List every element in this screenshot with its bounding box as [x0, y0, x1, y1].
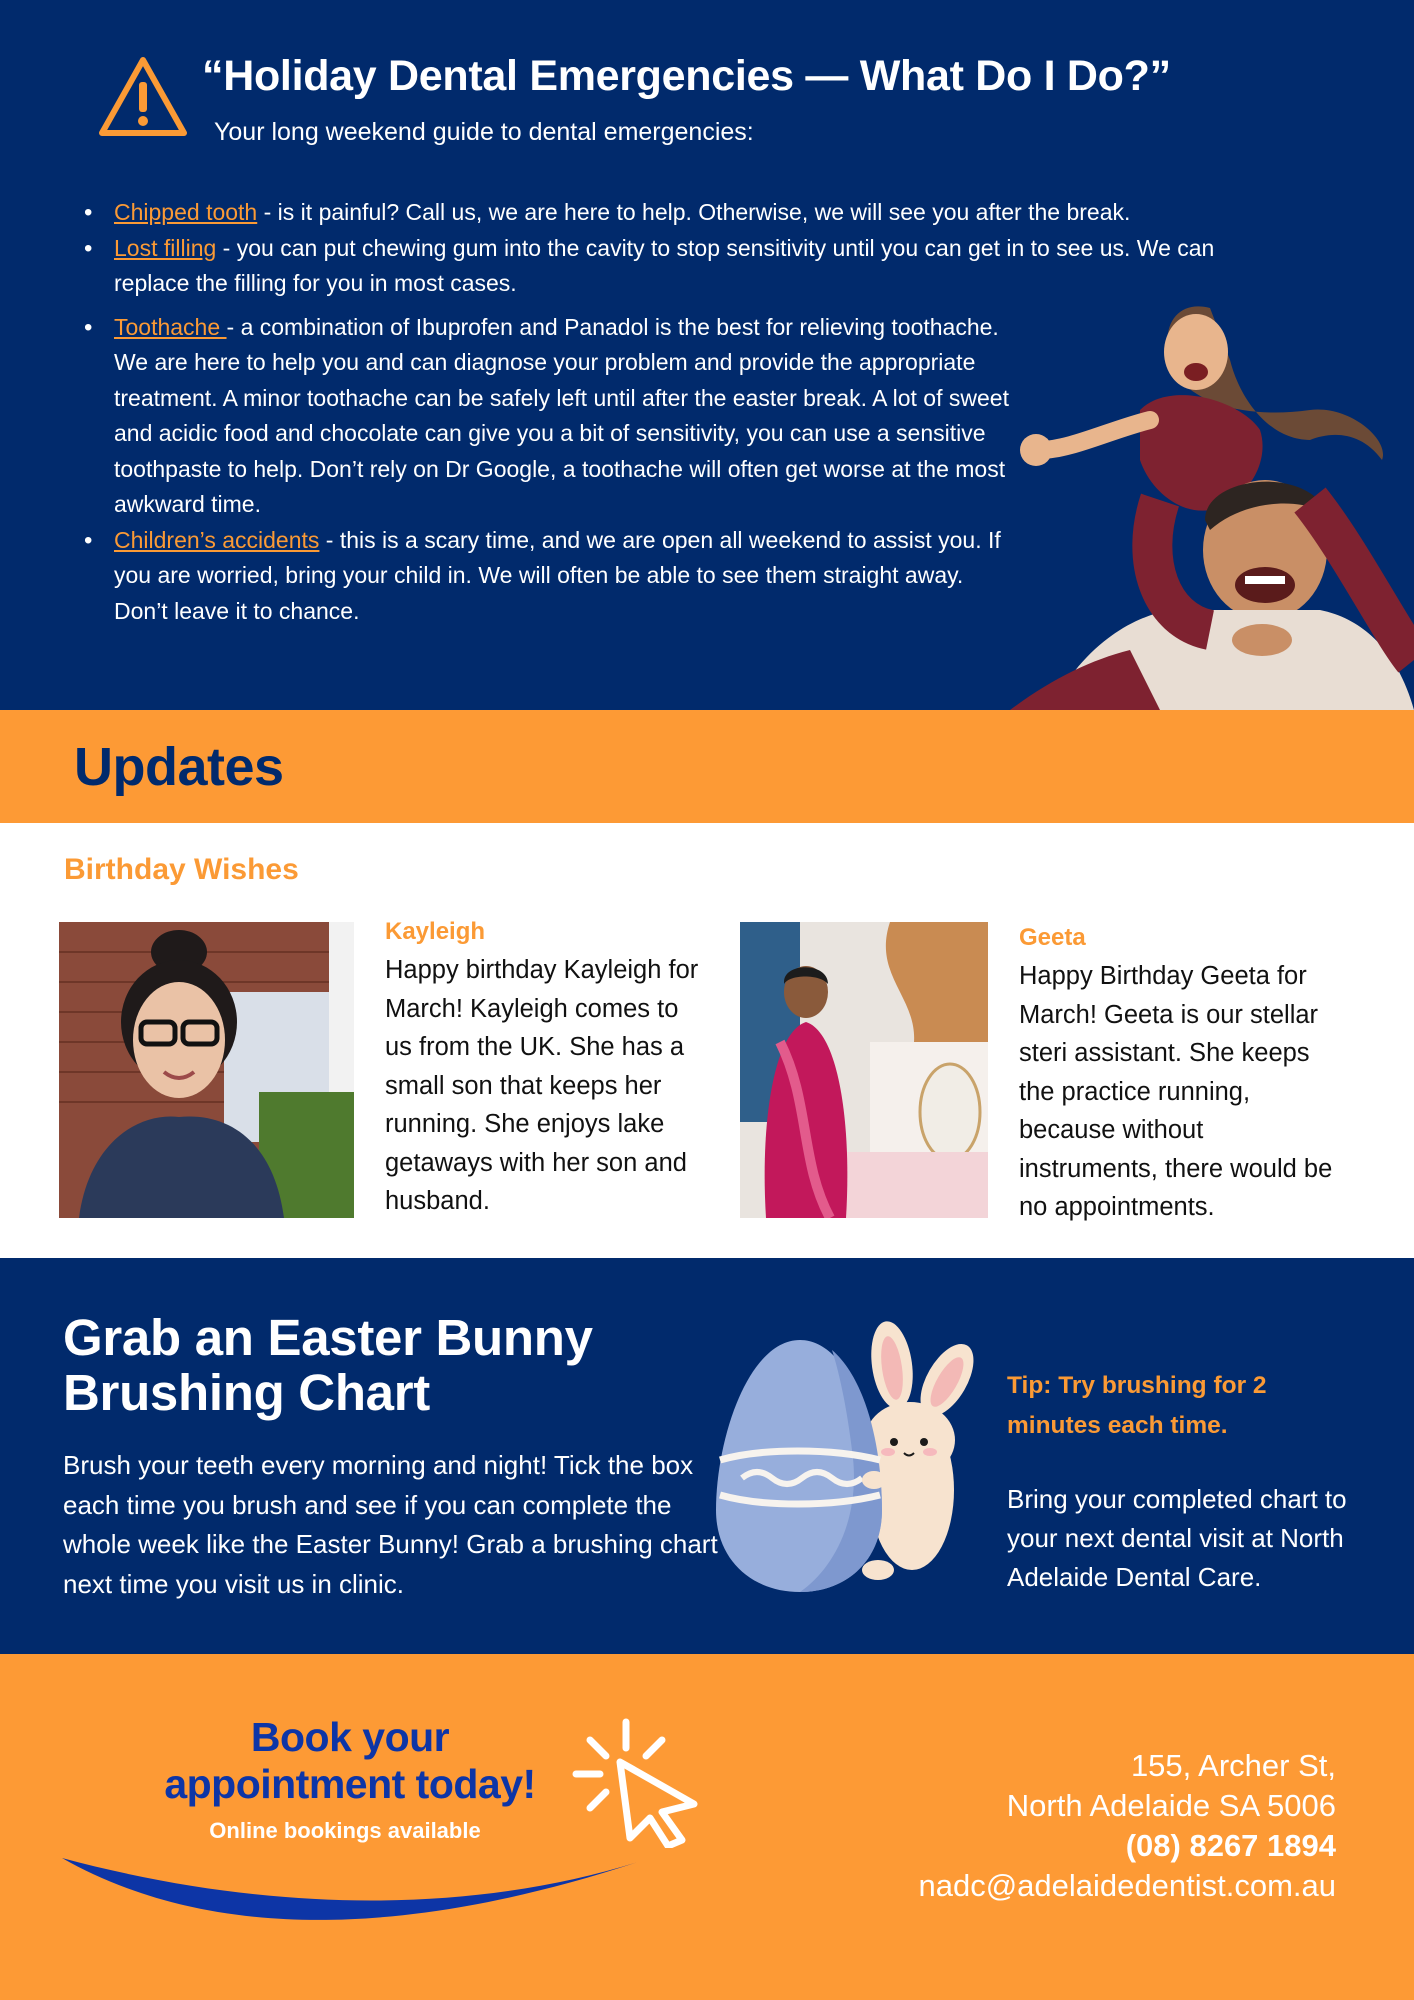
kayleigh-name: Kayleigh: [385, 918, 486, 945]
book-line-1: Book your: [250, 1714, 450, 1760]
book-line-2: appointment today!: [164, 1761, 536, 1807]
updates-heading: Updates: [74, 737, 284, 797]
bring-chart-text: Bring your completed chart to your next dental visit at North Adelaide Dental Care.: [1007, 1484, 1347, 1592]
swoosh-decoration: [58, 1854, 642, 1934]
easter-section: [0, 1258, 1414, 1654]
book-appointment-cta[interactable]: [100, 1714, 600, 1808]
easter-heading: Grab an Easter Bunny Brushing Chart: [63, 1309, 593, 1421]
tip-text: - this is a scary time, and we are open all weekend to assist you. If you are worried, bring your child in. We will often be able to see them straight away. Don’t leave it to chance.: [114, 526, 1001, 624]
kayleigh-message: Happy birthday Kayleigh for March! Kayleigh comes to us from the UK. She has a small son that keeps her running. She enjoys lake getaways with her son and husband.: [385, 956, 699, 1215]
tip-text: - you can put chewing gum into the cavity to stop sensitivity until you can get in to see us. We can replace the filling for you in most cases.: [114, 234, 1215, 296]
cursor-click-icon: [570, 1712, 706, 1848]
email-address[interactable]: nadc@adelaidedentist.com.au: [918, 1868, 1336, 1903]
geeta-photo: [740, 922, 988, 1218]
tip-text: - is it painful? Call us, we are here to help. Otherwise, we will see you after the break.: [257, 199, 1131, 225]
geeta-message: Happy Birthday Geeta for March! Geeta is our stellar steri assistant. She keeps the practice running, because without instruments, there would be no appointments.: [1019, 962, 1333, 1221]
easter-bunny-egg-illustration: [712, 1320, 988, 1592]
childrens-accidents-link[interactable]: Children’s accidents: [114, 526, 320, 553]
address-line-2: North Adelaide SA 5006: [1006, 1788, 1336, 1823]
warning-icon: [98, 56, 188, 138]
tip-text: - a combination of Ibuprofen and Panadol is the best for relieving toothache. We are here to help you and can diagnose your problem and provide the appropriate treatment. A minor toothache can be safely left until after the easter break. A lot of sweet and acidic food and chocolate can give you a bit of sensitivity, you can use a sensitive toothpaste to help. Don’t rely on Dr Google, a toothache will often get worse at the most awkward time.: [114, 313, 1009, 517]
kayleigh-photo: [59, 922, 354, 1218]
geeta-name: Geeta: [1019, 924, 1086, 951]
page-subtitle: Your long weekend guide to dental emergencies:: [214, 118, 754, 146]
lost-filling-link[interactable]: Lost filling: [114, 234, 217, 261]
birthday-heading: Birthday Wishes: [64, 853, 299, 886]
father-daughter-photo: [1010, 300, 1414, 710]
footer: [0, 1654, 1414, 2000]
contact-block: [776, 1746, 1336, 1906]
list-item: [84, 195, 1234, 231]
phone-number[interactable]: (08) 8267 1894: [1125, 1828, 1336, 1863]
online-bookings-label: Online bookings available: [209, 1818, 481, 1843]
address-line-1: 155, Archer St,: [1130, 1748, 1336, 1783]
brushing-tip: Tip: Try brushing for 2 minutes each time.: [1007, 1372, 1267, 1439]
list-item: [84, 310, 1014, 523]
chipped-tooth-link[interactable]: Chipped tooth: [114, 199, 258, 225]
emergency-section: [0, 0, 1414, 710]
toothache-link[interactable]: Toothache: [114, 313, 227, 340]
list-item: [84, 523, 1014, 630]
easter-intro: Brush your teeth every morning and night! Tick the box each time you brush and see if you can complete the whole week like the Easter Bunny! Grab a brushing chart next time you visit us in clinic.: [63, 1450, 718, 1599]
list-item: [84, 231, 1234, 302]
updates-band: [0, 710, 1414, 823]
page-title: “Holiday Dental Emergencies — What Do I Do?”: [202, 52, 1171, 100]
